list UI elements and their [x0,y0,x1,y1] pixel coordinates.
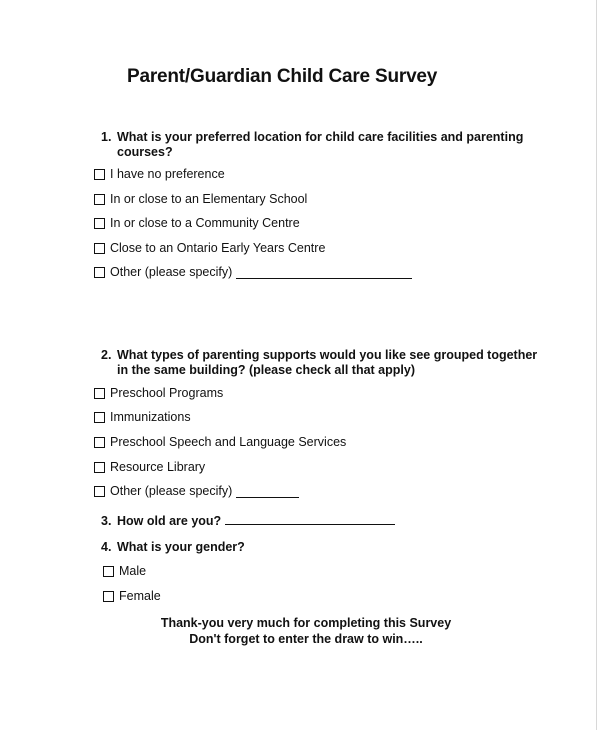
q2-option-other[interactable] [94,484,299,499]
checkbox[interactable] [94,169,105,180]
q1-other-specify-line[interactable] [236,267,412,279]
question-3 [101,513,395,529]
option-label: Female [119,589,161,603]
checkbox[interactable] [94,486,105,497]
closing-message-line1: Thank-you very much for completing this Survey [160,616,452,630]
q1-option-community-centre[interactable] [94,216,300,231]
question-1 [101,130,523,160]
checkbox[interactable] [94,194,105,205]
question-3-number: 3. [101,514,112,528]
option-label: I have no preference [110,167,225,181]
option-label: Close to an Ontario Early Years Centre [110,241,326,255]
question-4-number: 4. [101,540,112,554]
checkbox[interactable] [103,591,114,602]
option-label: Other (please specify) [110,265,233,279]
closing-message-line2: Don't forget to enter the draw to win….. [189,631,423,646]
q2-option-immunizations[interactable] [94,410,191,425]
q4-option-female[interactable] [103,589,161,604]
question-1-text-line2: courses? [117,145,173,159]
option-label: In or close to a Community Centre [110,216,300,230]
checkbox[interactable] [94,437,105,448]
checkbox[interactable] [94,267,105,278]
q2-option-speech-language[interactable] [94,435,346,450]
page-edge [596,0,597,730]
question-4 [101,540,245,555]
question-2 [101,348,537,378]
option-label: Immunizations [110,410,191,424]
question-2-number: 2. [101,348,112,362]
question-3-text: How old are you? [117,514,222,528]
q1-option-elementary-school[interactable] [94,192,307,207]
age-answer-line[interactable] [225,513,395,525]
option-label: Resource Library [110,460,206,474]
option-label: In or close to an Elementary School [110,192,308,206]
question-2-text-line1: What types of parenting supports would you like see grouped together [117,348,538,362]
question-2-text-line2: in the same building? (please check all that apply) [117,363,415,377]
q2-option-preschool-programs[interactable] [94,386,223,401]
q1-option-no-preference[interactable] [94,167,225,182]
option-label: Preschool Programs [110,386,224,400]
q1-option-other[interactable] [94,265,412,280]
option-label: Preschool Speech and Language Services [110,435,347,449]
closing-message [150,616,462,647]
checkbox[interactable] [94,412,105,423]
survey-title: Parent/Guardian Child Care Survey [127,66,438,87]
checkbox[interactable] [94,462,105,473]
checkbox[interactable] [94,218,105,229]
q4-option-male[interactable] [103,564,146,579]
question-1-text-line1: What is your preferred location for child care facilities and parenting [117,130,524,144]
q2-option-resource-library[interactable] [94,460,205,475]
option-label: Male [119,564,147,578]
option-label: Other (please specify) [110,484,233,498]
checkbox[interactable] [94,388,105,399]
q2-other-specify-line[interactable] [236,486,299,498]
q1-option-early-years-centre[interactable] [94,241,325,256]
question-4-text: What is your gender? [117,540,245,554]
checkbox[interactable] [103,566,114,577]
question-1-number: 1. [101,130,112,144]
checkbox[interactable] [94,243,105,254]
